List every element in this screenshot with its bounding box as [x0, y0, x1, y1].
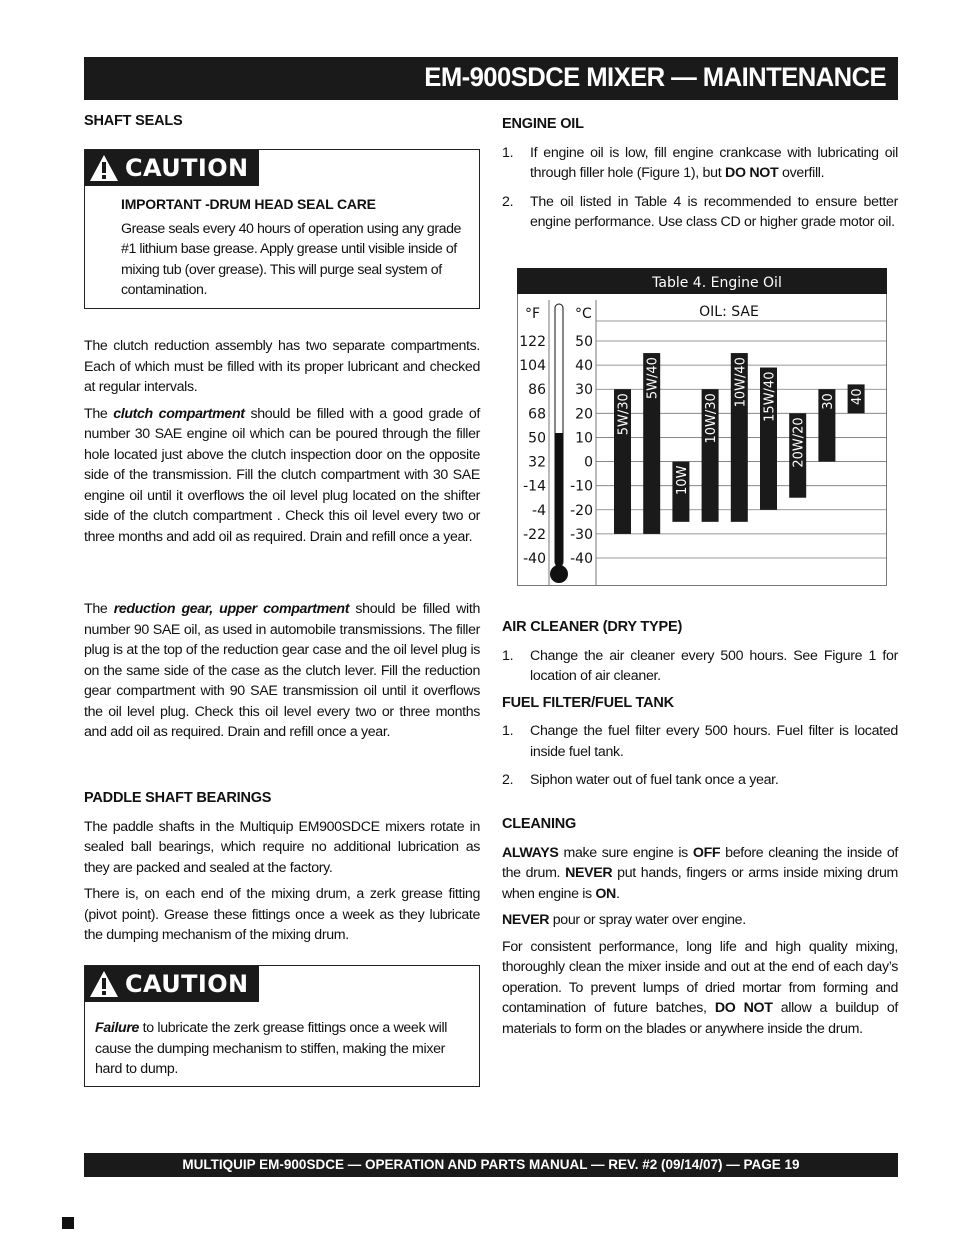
- cleaning-section: [502, 814, 898, 1039]
- air-cleaner-heading: AIR CLEANER (DRY TYPE): [502, 619, 683, 635]
- oil-bar-label: 10W/40: [733, 357, 749, 408]
- engine-oil-steps: [502, 143, 898, 233]
- oil-bar-label: 10W: [674, 465, 690, 495]
- fahrenheit-tick-label: -40: [523, 551, 546, 567]
- caution-label: CAUTION: [125, 154, 249, 182]
- celsius-tick-label: -20: [570, 502, 593, 519]
- page-marker: [62, 1217, 74, 1229]
- celsius-tick-label: 10: [575, 430, 593, 447]
- paddle-shaft-heading: PADDLE SHAFT BEARINGS: [84, 790, 272, 806]
- oil-bar-label: 5W/30: [616, 393, 632, 436]
- list-item: 2. The oil listed in Table 4 is recommended to ensure better engine performance. Use class CD or higher grade motor oil.: [502, 193, 898, 230]
- failure-term: Failure: [95, 1020, 140, 1036]
- celsius-tick-label: -10: [570, 478, 593, 495]
- celsius-tick-label: 30: [575, 382, 593, 399]
- fahrenheit-tick-label: 122: [519, 334, 546, 350]
- list-item: 1. Change the air cleaner every 500 hours. See Figure 1 for location of air cleaner.: [502, 647, 898, 684]
- fahrenheit-tick-label: 50: [528, 430, 546, 447]
- air-cleaner-steps: [502, 646, 898, 687]
- reduction-gear-term: reduction gear, upper compartment: [113, 601, 350, 617]
- reduction-gear-section: [84, 599, 480, 743]
- caution-box-zerk: [84, 965, 480, 1087]
- clutch-compartment-text: The clutch compartment should be filled with a good grade of number 30 SAE engine oil which can be poured through the filler hole located just above the clutch inspection door on the opposite side of the transmission. Fill the clutch compartment with 30 SAE engine oil until it overflows the oil level plug located on the shifter side of the clutch compartment . Check this oil level every two or three months and add oil as required. Drain and refill once a year.: [84, 405, 480, 545]
- oil-bar-label: 15W/40: [762, 371, 778, 422]
- oil-bar-label: 5W/40: [645, 357, 661, 400]
- celsius-tick-label: 0: [584, 454, 593, 471]
- reduction-gear-text: The reduction gear, upper compartment should be filled with number 90 SAE oil, as used in automobile transmissions. The filler plug is at the top of the reduction gear case and the oil level plug is on the same side of the case as the clutch lever. Fill the reduction gear compartment with 90 SAE transmission oil until it overflows the oil level plug. Check this oil level every two or three months and add oil as required. Drain and refill once a year.: [84, 601, 480, 740]
- fahrenheit-tick-label: -14: [523, 478, 546, 495]
- header-bar: [84, 57, 898, 100]
- shaft-seals-section: [84, 111, 480, 132]
- footer-bar: [84, 1153, 898, 1177]
- list-item: 1. If engine oil is low, fill engine crankcase with lubricating oil through filler hole (Figure 1), but DO NOT overfill.: [502, 144, 898, 181]
- unit-f-label: °F: [525, 306, 541, 322]
- engine-oil-section: [502, 114, 898, 233]
- shaft-seals-heading: SHAFT SEALS: [84, 113, 183, 129]
- engine-oil-heading: ENGINE OIL: [502, 116, 584, 132]
- chart-title: Table 4. Engine Oil: [652, 275, 782, 291]
- unit-c-label: °C: [575, 306, 592, 322]
- zerk-caution-text: Failure to lubricate the zerk grease fittings once a week will cause the dumping mechanism to stiffen, making the mixer hard to dump.: [95, 1020, 448, 1077]
- celsius-tick-label: -40: [570, 551, 593, 567]
- caution-tag: [85, 966, 259, 1002]
- celsius-tick-label: -30: [570, 526, 593, 543]
- caution-box-seal-care: [84, 149, 480, 309]
- fuel-filter-steps: [502, 721, 898, 791]
- caution-label: CAUTION: [125, 970, 249, 998]
- fahrenheit-tick-label: 86: [528, 382, 546, 399]
- caution-tag: [85, 150, 259, 186]
- fuel-filter-heading: FUEL FILTER/FUEL TANK: [502, 694, 674, 711]
- engine-oil-chart: [517, 268, 887, 588]
- seal-care-title: IMPORTANT -DRUM HEAD SEAL CARE: [121, 196, 376, 212]
- footer-text: MULTIQUIP EM-900SDCE — OPERATION AND PARTS MANUAL — REV. #2 (09/14/07) — PAGE 19: [182, 1157, 800, 1172]
- clutch-intro: The clutch reduction assembly has two separate compartments. Each of which must be filled with its proper lubricant and checked at regular intervals.: [84, 338, 480, 395]
- paddle-shaft-p2: There is, on each end of the mixing drum, a zerk grease fitting (pivot point). Grease these fittings once a week as they lubricate the dumping mechanism of the mixing drum.: [84, 886, 480, 943]
- oil-bar-label: 20W/20: [791, 417, 807, 468]
- list-item: 2. Siphon water out of fuel tank once a year.: [502, 772, 779, 788]
- fahrenheit-tick-label: 104: [519, 358, 546, 375]
- fahrenheit-tick-label: -22: [523, 526, 546, 543]
- cleaning-heading: CLEANING: [502, 816, 577, 832]
- cleaning-p3: For consistent performance, long life and high quality mixing, thoroughly clean the mixer inside and out at the end of each day’s operation. To prevent lumps of dried mortar from forming and contamination of future batches, DO NOT allow a buildup of materials to form on the blades or anywhere inside the drum.: [502, 938, 898, 1037]
- warning-triangle-icon: [89, 154, 119, 182]
- air-cleaner-section: [502, 617, 898, 791]
- list-item: 1. Change the fuel filter every 500 hours. Fuel filter is located inside fuel tank.: [502, 723, 898, 760]
- oil-bar-label: 40: [850, 388, 866, 405]
- cleaning-p1: ALWAYS make sure engine is OFF before cleaning the inside of the drum. NEVER put hands, fingers or arms inside mixing drum when engine is ON.: [502, 844, 898, 902]
- clutch-section: [84, 336, 480, 547]
- celsius-tick-label: 50: [575, 334, 593, 350]
- seal-care-text: Grease seals every 40 hours of operation using any grade #1 lithium base grease. Apply grease until visible inside of mixing tub (over grease). This will purge seal system of contamination.: [121, 220, 461, 298]
- cleaning-p2: NEVER pour or spray water over engine.: [502, 912, 746, 928]
- oil-bar-label: 10W/30: [704, 393, 720, 444]
- warning-triangle-icon: [89, 970, 119, 998]
- clutch-compartment-term: clutch compartment: [113, 405, 245, 422]
- celsius-tick-label: 20: [575, 406, 593, 423]
- fahrenheit-tick-label: 32: [528, 454, 546, 471]
- fahrenheit-tick-label: -4: [532, 502, 546, 519]
- fahrenheit-tick-label: 68: [528, 406, 546, 423]
- paddle-shaft-section: [84, 788, 480, 946]
- page-title: EM-900SDCE MIXER — MAINTENANCE: [424, 62, 886, 92]
- celsius-tick-label: 40: [575, 358, 593, 375]
- paddle-shaft-p1: The paddle shafts in the Multiquip EM900SDCE mixers rotate in sealed ball bearings, which require no additional lubrication as they are packed and sealed at the factory.: [84, 818, 480, 876]
- oil-bar-label: 30: [820, 393, 836, 410]
- chart-subtitle: OIL: SAE: [699, 304, 759, 320]
